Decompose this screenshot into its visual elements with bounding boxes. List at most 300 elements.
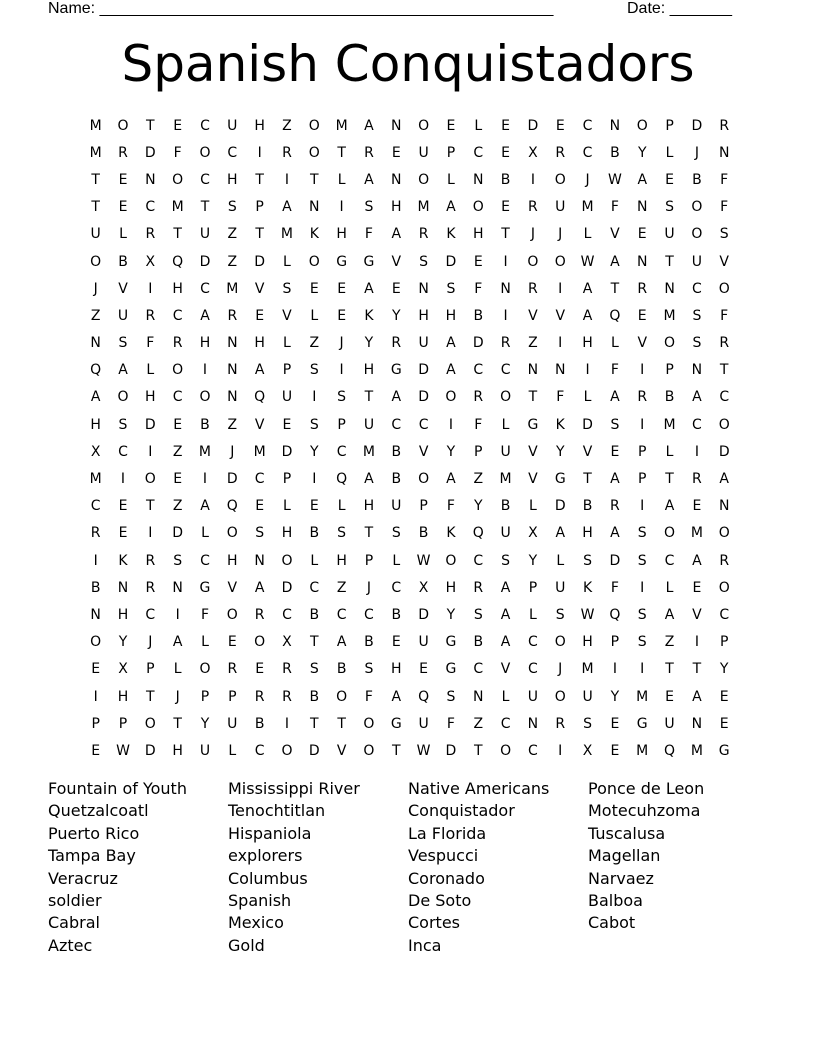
grid-letter: B: [309, 688, 320, 705]
grid-letter: P: [638, 443, 647, 460]
grid-letter: O: [199, 661, 211, 678]
grid-letter: O: [445, 389, 457, 406]
grid-letter: V: [391, 253, 402, 270]
grid-letter: N: [473, 688, 484, 705]
grid-letter: P: [719, 634, 729, 651]
grid-letter: E: [118, 525, 128, 542]
grid-letter: O: [308, 253, 320, 270]
grid-letter: C: [90, 498, 101, 515]
grid-letter: I: [558, 335, 563, 352]
grid-letter: J: [230, 443, 235, 460]
grid-letter: G: [390, 715, 402, 732]
grid-letter: H: [254, 117, 265, 134]
grid-letter: P: [665, 117, 674, 134]
grid-letter: U: [555, 199, 566, 216]
grid-letter: Q: [609, 307, 621, 324]
grid-letter: Q: [226, 498, 238, 515]
grid-letter: E: [692, 579, 702, 596]
grid-letter: Z: [664, 634, 675, 651]
grid-letter: D: [582, 416, 593, 433]
grid-letter: U: [418, 335, 429, 352]
grid-letter: D: [172, 525, 184, 542]
grid-letter: W: [116, 742, 130, 759]
grid-letter: I: [640, 362, 645, 379]
grid-letter: J: [339, 335, 344, 352]
grid-letter: B: [364, 634, 374, 651]
grid-letter: G: [527, 416, 539, 433]
grid-letter: H: [117, 688, 129, 705]
grid-letter: P: [419, 498, 428, 515]
grid-row: [82, 221, 738, 248]
grid-letter: V: [254, 416, 265, 433]
grid-letter: R: [254, 606, 265, 623]
grid-letter: W: [580, 253, 595, 270]
grid-letter: N: [609, 117, 621, 134]
grid-letter: A: [664, 606, 675, 623]
grid-letter: S: [118, 335, 128, 352]
grid-letter: U: [582, 688, 593, 705]
word-column: [408, 778, 588, 957]
grid-letter: J: [175, 688, 180, 705]
grid-letter: F: [446, 715, 455, 732]
grid-letter: R: [418, 226, 429, 243]
grid-letter: C: [528, 742, 538, 759]
grid-letter: O: [144, 715, 156, 732]
grid-letter: K: [582, 579, 593, 596]
grid-letter: E: [309, 498, 319, 515]
grid-letter: A: [364, 171, 374, 188]
word-bank-item: Inca: [408, 935, 442, 955]
grid-letter: H: [391, 661, 402, 678]
grid-letter: C: [364, 606, 374, 623]
grid-letter: R: [90, 525, 101, 542]
grid-letter: C: [254, 742, 265, 759]
grid-letter: E: [501, 117, 511, 134]
grid-letter: E: [255, 307, 265, 324]
grid-letter: M: [663, 416, 676, 433]
grid-letter: S: [446, 280, 456, 297]
grid-letter: G: [636, 715, 648, 732]
grid-letter: R: [473, 389, 484, 406]
grid-letter: N: [227, 389, 238, 406]
grid-letter: O: [718, 525, 730, 542]
grid-letter: S: [692, 307, 702, 324]
grid-letter: J: [530, 226, 535, 243]
grid-letter: O: [199, 144, 211, 161]
grid-letter: C: [172, 307, 183, 324]
grid-letter: X: [90, 443, 101, 460]
grid-letter: T: [337, 715, 346, 732]
grid-letter: Y: [446, 606, 456, 623]
grid-letter: A: [364, 117, 374, 134]
grid-letter: S: [309, 661, 319, 678]
grid-letter: U: [500, 525, 511, 542]
grid-letter: O: [226, 525, 238, 542]
grid-letter: Q: [172, 253, 184, 270]
grid-letter: O: [418, 171, 430, 188]
grid-letter: A: [172, 634, 183, 651]
grid-letter: B: [692, 171, 702, 188]
grid-letter: U: [500, 443, 511, 460]
grid-letter: V: [719, 253, 729, 270]
grid-row: [82, 112, 738, 139]
grid-letter: V: [637, 335, 648, 352]
grid-letter: T: [200, 199, 210, 216]
grid-letter: V: [582, 443, 593, 460]
grid-letter: C: [473, 144, 484, 161]
grid-row: [82, 302, 738, 329]
grid-letter: O: [691, 199, 703, 216]
grid-letter: R: [145, 226, 156, 243]
grid-letter: H: [172, 742, 183, 759]
grid-letter: M: [636, 742, 649, 759]
grid-letter: T: [255, 171, 264, 188]
grid-letter: O: [308, 144, 320, 161]
grid-letter: R: [473, 579, 484, 596]
grid-letter: W: [580, 606, 595, 623]
grid-letter: B: [336, 661, 347, 678]
grid-letter: F: [720, 199, 729, 216]
grid-letter: J: [366, 579, 372, 596]
grid-letter: H: [336, 552, 347, 569]
grid-letter: V: [528, 307, 538, 324]
grid-letter: Y: [200, 715, 210, 732]
grid-letter: L: [283, 498, 291, 515]
grid-letter: T: [719, 362, 729, 379]
grid-letter: A: [391, 688, 402, 705]
grid-row: [82, 737, 738, 764]
grid-letter: R: [282, 144, 292, 161]
grid-letter: N: [691, 715, 703, 732]
grid-letter: C: [227, 144, 238, 161]
grid-letter: R: [254, 688, 265, 705]
grid-letter: L: [501, 688, 510, 705]
grid-letter: U: [391, 498, 402, 515]
grid-letter: N: [527, 362, 539, 379]
grid-letter: H: [336, 226, 347, 243]
grid-letter: E: [610, 715, 620, 732]
grid-row: [82, 166, 738, 193]
grid-letter: C: [200, 117, 210, 134]
grid-letter: B: [582, 498, 593, 515]
grid-letter: D: [226, 471, 238, 488]
grid-letter: O: [445, 552, 457, 569]
grid-letter: O: [117, 389, 129, 406]
grid-letter: U: [199, 226, 211, 243]
grid-letter: M: [690, 742, 703, 759]
word-bank-item: Motecuhzoma: [588, 801, 701, 821]
grid-letter: I: [503, 253, 508, 270]
word-bank-item: La Florida: [408, 823, 487, 843]
grid-letter: H: [199, 335, 211, 352]
grid-letter: S: [473, 606, 483, 623]
grid-letter: S: [309, 416, 319, 433]
grid-letter: A: [90, 389, 101, 406]
grid-letter: L: [665, 443, 674, 460]
grid-letter: Z: [528, 335, 538, 352]
grid-letter: Q: [664, 742, 676, 759]
grid-letter: I: [339, 362, 344, 379]
grid-letter: R: [227, 307, 238, 324]
grid-letter: N: [145, 171, 156, 188]
grid-letter: A: [582, 307, 593, 324]
grid-letter: D: [418, 362, 429, 379]
grid-letter: B: [254, 715, 265, 732]
grid-letter: S: [446, 688, 456, 705]
grid-letter: C: [282, 606, 292, 623]
grid-letter: T: [255, 226, 264, 243]
grid-letter: J: [694, 144, 699, 161]
grid-letter: N: [418, 280, 429, 297]
grid-letter: K: [446, 525, 456, 542]
grid-letter: L: [501, 416, 510, 433]
word-bank-item: Quetzalcoatl: [48, 801, 149, 821]
grid-letter: R: [145, 307, 156, 324]
grid-letter: P: [638, 471, 647, 488]
grid-letter: U: [418, 634, 429, 651]
grid-letter: T: [146, 498, 155, 515]
grid-letter: F: [364, 226, 373, 243]
grid-letter: S: [637, 525, 647, 542]
grid-letter: S: [337, 525, 347, 542]
grid-letter: Y: [610, 688, 620, 705]
grid-letter: B: [473, 307, 484, 324]
grid-letter: A: [200, 307, 210, 324]
grid-letter: S: [583, 552, 593, 569]
grid-letter: N: [473, 171, 484, 188]
grid-letter: Y: [528, 552, 538, 569]
grid-letter: C: [118, 443, 128, 460]
grid-letter: O: [554, 171, 566, 188]
grid-letter: E: [473, 253, 483, 270]
grid-letter: E: [337, 307, 347, 324]
grid-letter: S: [610, 416, 620, 433]
grid-letter: H: [363, 498, 375, 515]
grid-letter: C: [391, 579, 402, 596]
word-bank-item: Cabot: [588, 913, 636, 933]
grid-letter: O: [144, 471, 156, 488]
grid-letter: K: [309, 226, 319, 243]
grid-letter: D: [281, 579, 293, 596]
grid-letter: P: [91, 715, 100, 732]
grid-letter: F: [720, 307, 729, 324]
grid-letter: E: [501, 199, 511, 216]
grid-letter: W: [416, 742, 431, 759]
grid-letter: R: [637, 389, 648, 406]
grid-letter: R: [282, 661, 292, 678]
grid-letter: C: [391, 416, 402, 433]
grid-letter: S: [719, 226, 729, 243]
grid-letter: H: [254, 335, 265, 352]
grid-letter: T: [91, 171, 100, 188]
grid-row: [82, 683, 738, 710]
grid-letter: G: [363, 253, 375, 270]
grid-letter: F: [364, 688, 373, 705]
grid-letter: O: [718, 579, 730, 596]
grid-letter: A: [364, 471, 374, 488]
grid-letter: L: [583, 389, 592, 406]
grid-letter: S: [282, 280, 292, 297]
grid-letter: I: [694, 634, 699, 651]
grid-letter: F: [720, 171, 729, 188]
grid-letter: E: [309, 280, 319, 297]
grid-letter: A: [364, 280, 374, 297]
grid-row: [82, 248, 738, 275]
grid-letter: Z: [227, 253, 238, 270]
grid-letter: V: [227, 579, 238, 596]
grid-letter: F: [173, 144, 182, 161]
grid-letter: D: [445, 253, 457, 270]
grid-letter: R: [364, 144, 374, 161]
grid-letter: R: [637, 280, 648, 297]
grid-letter: A: [500, 634, 511, 651]
grid-letter: N: [636, 253, 648, 270]
grid-letter: Y: [473, 498, 483, 515]
grid-row: [82, 411, 738, 438]
grid-letter: S: [118, 416, 128, 433]
grid-letter: O: [226, 606, 238, 623]
grid-letter: S: [173, 552, 183, 569]
grid-letter: U: [527, 688, 539, 705]
grid-letter: L: [392, 552, 401, 569]
grid-letter: R: [692, 471, 702, 488]
word-bank-item: Magellan: [588, 846, 661, 866]
grid-letter: R: [227, 661, 238, 678]
grid-letter: T: [364, 525, 374, 542]
grid-letter: R: [500, 335, 511, 352]
grid-letter: O: [500, 389, 512, 406]
grid-letter: H: [145, 389, 156, 406]
grid-letter: R: [528, 280, 538, 297]
grid-row: [82, 656, 738, 683]
grid-letter: J: [558, 661, 563, 678]
word-bank-item: soldier: [48, 890, 102, 910]
grid-letter: N: [527, 715, 539, 732]
grid-letter: L: [201, 634, 209, 651]
grid-letter: T: [91, 199, 100, 216]
grid-letter: E: [118, 171, 128, 188]
grid-letter: E: [118, 199, 128, 216]
grid-letter: I: [284, 171, 290, 188]
grid-letter: X: [118, 661, 128, 678]
grid-letter: E: [227, 634, 237, 651]
grid-letter: F: [610, 579, 619, 596]
grid-letter: O: [527, 253, 539, 270]
grid-letter: H: [227, 171, 238, 188]
word-bank-item: Tuscalusa: [588, 823, 666, 843]
word-bank: [48, 778, 768, 957]
grid-letter: N: [172, 579, 183, 596]
grid-letter: L: [173, 661, 182, 678]
grid-letter: B: [200, 416, 210, 433]
grid-letter: E: [118, 498, 128, 515]
grid-letter: L: [665, 144, 674, 161]
grid-letter: I: [640, 416, 645, 433]
grid-letter: M: [253, 443, 266, 460]
grid-row: [82, 465, 738, 492]
grid-letter: C: [582, 144, 593, 161]
grid-letter: C: [582, 117, 593, 134]
grid-row: [82, 601, 738, 628]
grid-letter: A: [664, 498, 675, 515]
grid-letter: S: [227, 199, 237, 216]
grid-letter: E: [637, 307, 647, 324]
grid-letter: P: [146, 661, 155, 678]
grid-letter: A: [391, 389, 402, 406]
grid-letter: V: [528, 471, 538, 488]
grid-letter: N: [718, 144, 730, 161]
grid-letter: K: [364, 307, 374, 324]
grid-letter: V: [282, 307, 292, 324]
grid-letter: S: [419, 253, 429, 270]
grid-letter: T: [310, 634, 319, 651]
grid-letter: W: [416, 552, 431, 569]
grid-letter: F: [610, 199, 619, 216]
grid-letter: E: [665, 171, 674, 188]
grid-letter: I: [640, 498, 645, 515]
grid-letter: M: [89, 144, 102, 161]
grid-letter: P: [228, 688, 237, 705]
grid-letter: B: [500, 498, 511, 515]
grid-letter: G: [445, 661, 457, 678]
grid-letter: Q: [609, 606, 621, 623]
grid-letter: P: [282, 362, 292, 379]
grid-letter: H: [90, 416, 101, 433]
grid-letter: I: [640, 579, 645, 596]
word-column: [48, 778, 228, 957]
grid-letter: O: [336, 688, 348, 705]
grid-letter: Y: [118, 634, 128, 651]
grid-letter: S: [255, 525, 265, 542]
word-bank-item: Hispaniola: [228, 823, 312, 843]
grid-letter: C: [473, 552, 484, 569]
grid-letter: U: [664, 226, 675, 243]
page-title: Spanish Conquistadors: [121, 35, 695, 93]
grid-letter: C: [254, 471, 265, 488]
grid-letter: D: [144, 742, 156, 759]
grid-letter: M: [636, 688, 649, 705]
grid-letter: X: [282, 634, 292, 651]
grid-letter: O: [554, 253, 566, 270]
grid-letter: C: [336, 606, 347, 623]
grid-letter: M: [663, 307, 676, 324]
grid-letter: O: [718, 416, 730, 433]
grid-letter: E: [337, 280, 347, 297]
grid-letter: C: [691, 280, 702, 297]
grid-letter: S: [309, 362, 319, 379]
grid-letter: T: [473, 742, 483, 759]
grid-letter: I: [312, 471, 317, 488]
grid-letter: U: [117, 307, 129, 324]
grid-letter: L: [201, 525, 209, 542]
grid-letter: D: [445, 742, 457, 759]
grid-row: [82, 629, 738, 656]
grid-letter: I: [339, 199, 344, 216]
grid-letter: T: [310, 171, 319, 188]
grid-letter: O: [500, 742, 512, 759]
grid-letter: E: [91, 661, 101, 678]
grid-letter: R: [118, 144, 128, 161]
grid-letter: R: [610, 498, 620, 515]
grid-letter: F: [146, 335, 155, 352]
grid-letter: O: [172, 171, 184, 188]
grid-letter: U: [418, 715, 429, 732]
grid-letter: G: [718, 742, 730, 759]
grid-letter: Q: [472, 525, 484, 542]
grid-letter: U: [555, 579, 566, 596]
grid-letter: O: [90, 634, 102, 651]
grid-letter: O: [363, 742, 375, 759]
